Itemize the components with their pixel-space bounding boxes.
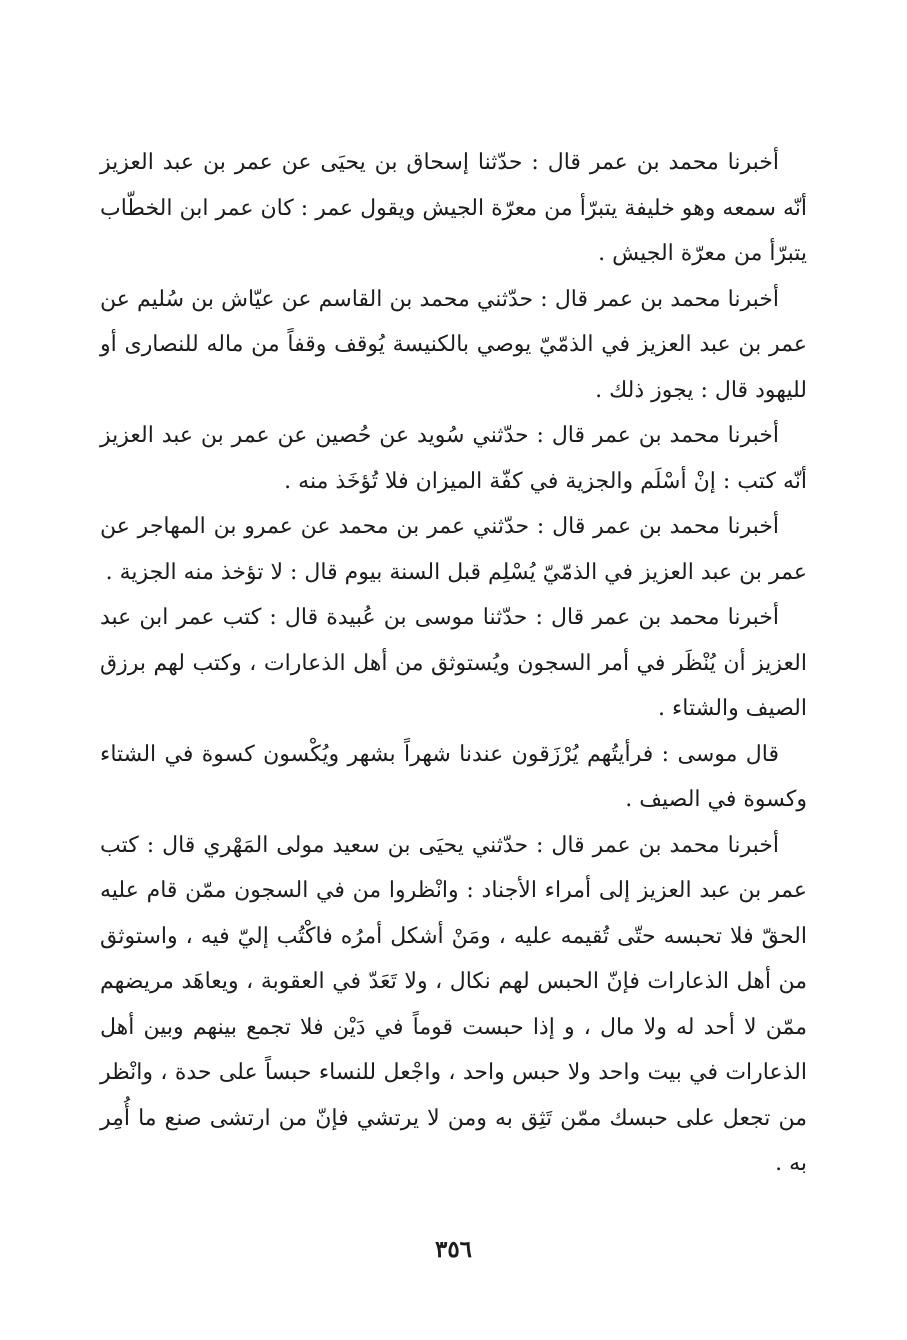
paragraph-4: أخبرنا محمد بن عمر قال : حدّثني عمر بن محمد عن عمرو بن المهاجر عن عمر بن عبد العزيز في الذمّيّ يُسْلِم قبل السنة بيوم قال : لا تؤخذ منه الجزية . xyxy=(100,514,807,585)
page-body xyxy=(100,140,807,1220)
paragraph-7: أخبرنا محمد بن عمر قال : حدّثني يحيَى بن سعيد مولى المَهْري قال : كتب عمر بن عبد العزيز إلى أمراء الأجناد : وانْظروا من في السجون ممّن قام عليه الحقّ فلا تحبسه حتّى تُقيمه عليه ، ومَنْ أشكل أمرُه فاكْتُب إليّ فيه ، واستوثق من أهل الذعارات فإنّ الحبس لهم نكال ، ولا تَعَدّ في العقوبة ، ويعاهَد مريضهم ممّن لا أحد له ولا مال ، و إذا حبست قوماً في دَيْن فلا تجمع بينهم وبين أهل الذعارات في بيت واحد ولا حبس واحد ، واجْعل للنساء حبساً على حدة ، وانْظر من تجعل على حبسك ممّن تَثِق به ومن لا يرتشي فإنّ من ارتشى صنع ما أُمِر به . xyxy=(100,832,807,1176)
paragraph-1: أخبرنا محمد بن عمر قال : حدّثنا إسحاق بن يحيَى عن عمر بن عبد العزيز أنّه سمعه وهو خليفة يتبرّأ من معرّة الجيش ويقول عمر : كان عمر ابن الخطّاب يتبرّأ من معرّة الجيش . xyxy=(100,150,807,266)
paragraph-2: أخبرنا محمد بن عمر قال : حدّثني محمد بن القاسم عن عيّاش بن سُليم عن عمر بن عبد العزيز في الذمّيّ يوصي بالكنيسة يُوقف وقفاً من ماله للنصارى أو لليهود قال : يجوز ذلك . xyxy=(100,286,807,403)
paragraph-3: أخبرنا محمد بن عمر قال : حدّثني سُويد عن حُصين عن عمر بن عبد العزيز أنّه كتب : إنْ أسْلَم والجزية في كفّة الميزان فلا تُؤخَذ منه . xyxy=(100,423,807,494)
paragraph-6: قال موسى : فرأيتُهم يُرْزَقون عندنا شهراً بشهر ويُكْسون كسوة في الشتاء وكسوة في الصيف . xyxy=(100,741,807,812)
paragraph-5: أخبرنا محمد بن عمر قال : حدّثنا موسى بن عُبيدة قال : كتب عمر ابن عبد العزيز أن يُنْظَر في أمر السجون ويُستوثق من أهل الذعارات ، وكتب لهم برزق الصيف والشتاء . xyxy=(100,605,807,721)
page-number: ٣٥٦ xyxy=(434,1236,473,1263)
